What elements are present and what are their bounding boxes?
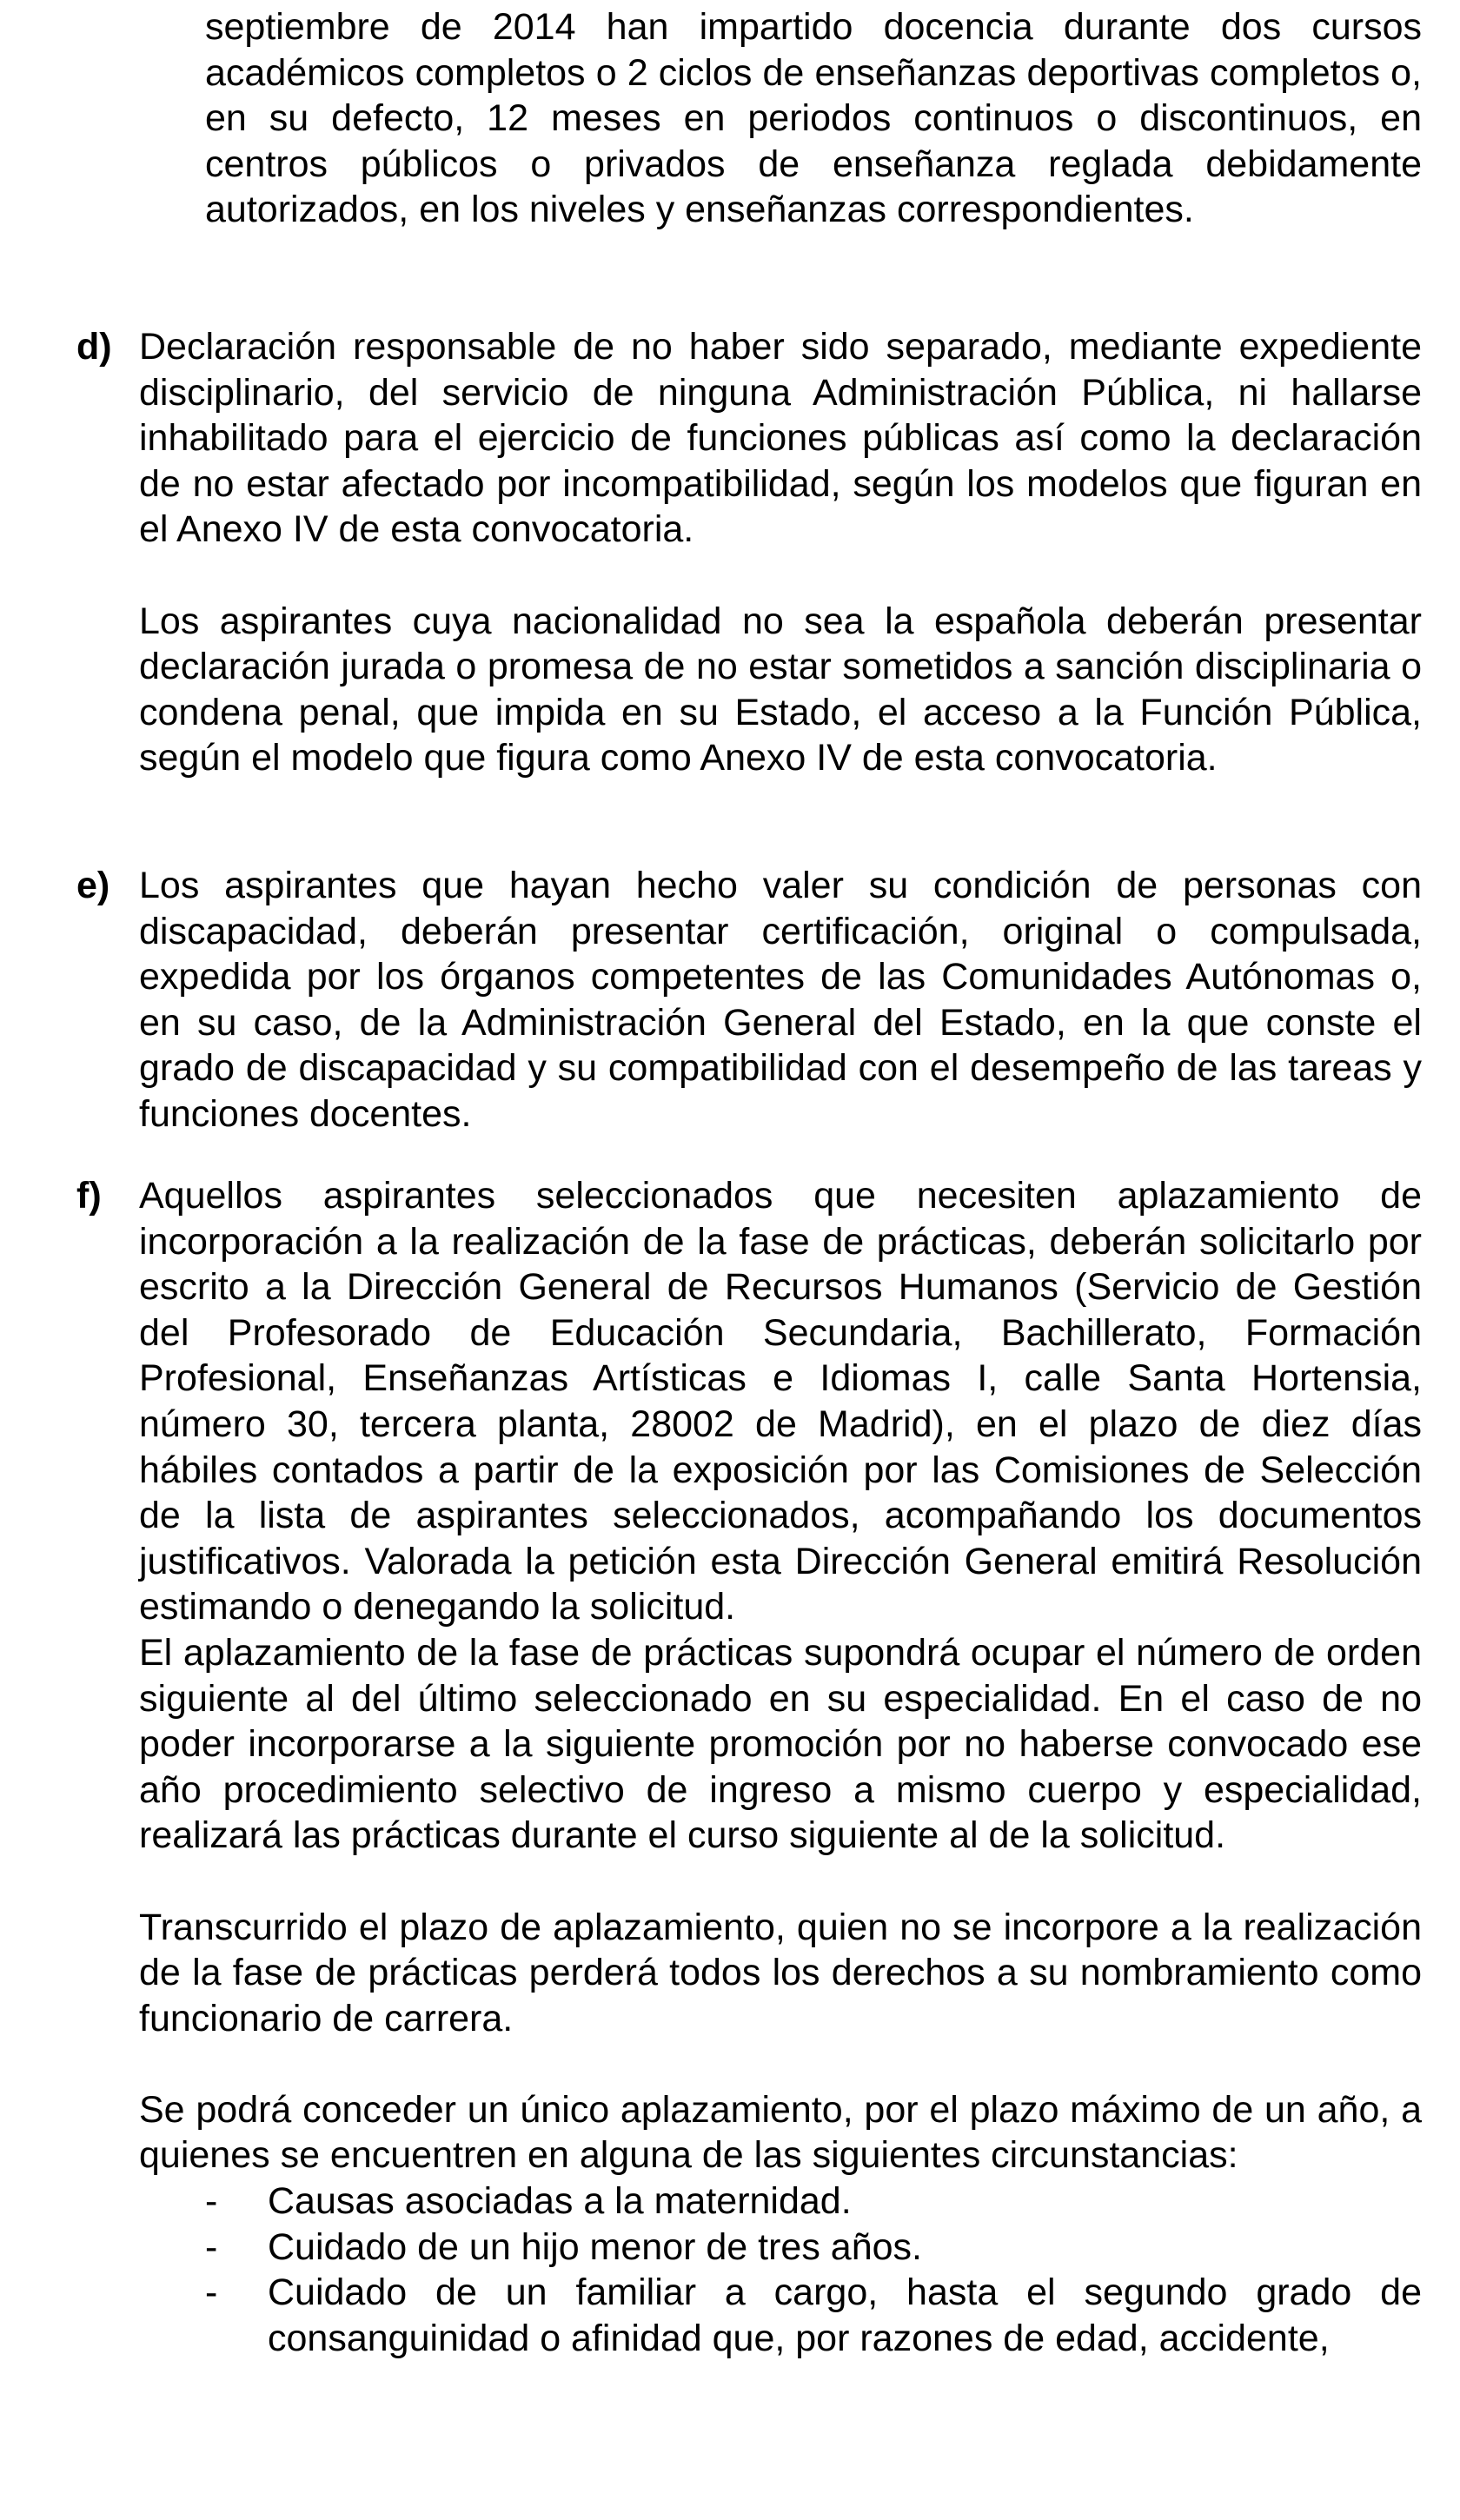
dash-bullet: -: [205, 2271, 218, 2314]
dash-bullet: -: [205, 2225, 218, 2268]
item-f: [76, 1173, 1422, 2361]
item-f-paragraph-1: Aquellos aspirantes seleccionados que necesiten aplazamiento de incorporación a la realización de la fase de prácticas, deberán solicitarlo por escrito a la Dirección General de Recursos Humanos (Servicio de Gestión del Profesorado de Educación Secundaria, Bachillerato, Formación Profesional, Enseñanzas Artísticas e Idiomas I, calle Santa Hortensia, número 30, tercera planta, 28002 de Madrid), en el plazo de diez días hábiles contados a partir de la exposición por las Comisiones de Selección de la lista de aspirantes seleccionados, acompañando los documentos justificativos. Valorada la petición esta Dirección General emitirá Resolución estimando o denegando la solicitud.: [139, 1175, 1422, 1628]
item-f-paragraph-2: El aplazamiento de la fase de prácticas supondrá ocupar el número de orden siguiente al del último seleccionado en su especialidad. En el caso de no poder incorporarse a la siguiente promoción por no haberse convocado ese año procedimiento selectivo de ingreso a mismo cuerpo y especialidad, realizará las prácticas durante el curso siguiente al de la solicitud.: [139, 1631, 1422, 1857]
list-item: [139, 2270, 1422, 2361]
list-item-text: Cuidado de un familiar a cargo, hasta el segundo grado de consanguinidad o afinidad que, por razones de edad, accidente,: [268, 2271, 1422, 2359]
item-f-paragraph-4: Se podrá conceder un único aplazamiento, por el plazo máximo de un año, a quienes se encuentren en alguna de las siguientes circunstancias:: [139, 2088, 1422, 2177]
list-item-text: Causas asociadas a la maternidad.: [268, 2180, 852, 2223]
item-e-paragraph-1: Los aspirantes que hayan hecho valer su condición de personas con discapacidad, deberán presentar certificación, original o compulsada, expedida por los órganos competentes de las Comunidades Autónomas o, en su caso, de la Administración General del Estado, en la que conste el grado de discapacidad y su compatibilidad con el desempeño de las tareas y funciones docentes.: [139, 865, 1422, 1135]
item-d-paragraph-1: Declaración responsable de no haber sido separado, mediante expediente disciplinario, del servicio de ninguna Administración Pública, ni hallarse inhabilitado para el ejercicio de funciones públicas así como la declaración de no estar afectado por incompatibilidad, según los modelos que figuran en el Anexo IV de esta convocatoria.: [139, 326, 1422, 551]
dash-bullet: -: [205, 2180, 218, 2223]
item-d-paragraph-2: Los aspirantes cuya nacionalidad no sea la española deberán presentar declaración jurada o promesa de no estar sometidos a sanción disciplinaria o condena penal, que impida en su Estado, el acceso a la Función Pública, según el modelo que figura como Anexo IV de esta convocatoria.: [139, 600, 1422, 779]
list-item: [139, 2225, 1422, 2271]
list-item: [139, 2178, 1422, 2225]
item-e-marker: e): [76, 865, 110, 906]
continuation-paragraph: septiembre de 2014 han impartido docencia durante dos cursos académicos completos o 2 ciclos de enseñanzas deportivas completos o, en su defecto, 12 meses en periodos continuos o discontinuos, en centros públicos o privados de enseñanza reglada debidamente autorizados, en los niveles y enseñanzas correspondientes.: [205, 6, 1422, 231]
item-e: [76, 863, 1422, 1137]
item-f-paragraph-3: Transcurrido el plazo de aplazamiento, quien no se incorpore a la realización de la fase de prácticas perderá todos los derechos a su nombramiento como funcionario de carrera.: [139, 1906, 1422, 2039]
item-d: [76, 324, 1422, 781]
list-item-text: Cuidado de un hijo menor de tres años.: [268, 2225, 922, 2268]
item-f-marker: f): [76, 1175, 102, 1217]
item-d-marker: d): [76, 326, 112, 368]
circumstances-list: [139, 2178, 1422, 2361]
